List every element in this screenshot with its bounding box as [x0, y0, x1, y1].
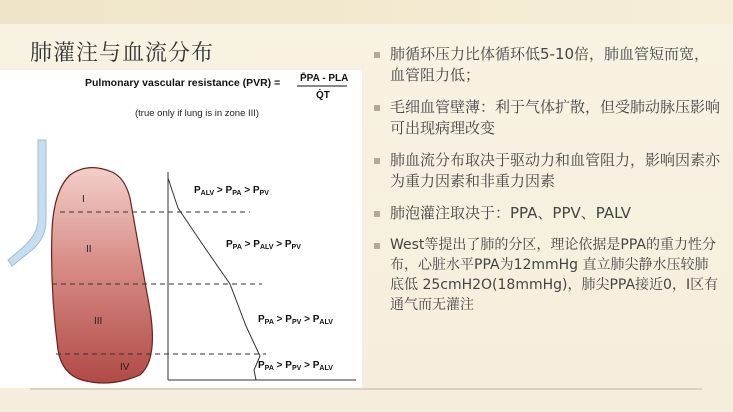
- zone-label-2: II: [86, 244, 92, 255]
- blood-flow-curve: [168, 178, 260, 380]
- bullet-item: 肺血流分布取决于驱动力和血管阻力，影响因素亦为重力因素和非重力因素: [372, 150, 722, 192]
- formula-label: Pulmonary vascular resistance (PVR) =: [85, 77, 281, 89]
- svg-text:PPA > PALV > PPV: $P_{PA} > P_{ALV} > P_{PV}$: [226, 239, 301, 251]
- bullet-marker: [374, 158, 380, 164]
- bullet-marker: [374, 52, 380, 58]
- bullet-item: 肺泡灌注取决于：PPA、PPV、PALV: [372, 203, 722, 224]
- formula-fraction: [297, 72, 348, 101]
- zone-relation-2: [226, 239, 301, 251]
- formula-denominator: Q̇T: [316, 90, 330, 101]
- bullet-item: West等提出了肺的分区，理论依据是PPA的重力性分布，心脏水平PPA为12mmHg 直立肺尖静水压较肺底低 25cmH2O(18mmHg)，肺尖PPA接近0，I区有通气而无灌注: [372, 235, 722, 315]
- bullet-marker: [374, 243, 380, 249]
- zone-label-3: III: [94, 316, 103, 327]
- bullet-item: 毛细血管壁薄：利于气体扩散，但受肺动脉压影响可出现病理改变: [372, 97, 722, 139]
- lung-zone-figure: [0, 70, 362, 388]
- svg-text:PPA > PPV > PALV: $P_{PA} > P_{PV} > P_{ALV}$: [258, 314, 333, 326]
- lung-silhouette: [52, 168, 153, 383]
- lung-zone-diagram: [0, 70, 362, 388]
- zone-relation-4: [258, 360, 333, 372]
- bullet-marker: [374, 211, 380, 217]
- svg-text:PALV > PPA > PPV: $P_{ALV} > P_{PA} > P_{PV}$: [194, 185, 269, 197]
- bottom-divider: [30, 388, 702, 390]
- zone-relation-1: [194, 185, 269, 197]
- zone-relation-3: [258, 314, 333, 326]
- trachea: [8, 140, 46, 266]
- zone-label-4: IV: [120, 362, 130, 373]
- bullet-marker: [374, 105, 380, 111]
- zone-label-1: I: [82, 194, 85, 205]
- formula-numerator: P̄PA - PLA: [300, 73, 349, 84]
- slide-title: 肺灌注与血流分布: [30, 41, 215, 66]
- formula-note: (true only if lung is in zone III): [135, 108, 260, 119]
- bullet-item: 肺循环压力比体循环低5-10倍，肺血管短而宽，血管阻力低；: [372, 44, 722, 86]
- top-band: [0, 0, 733, 24]
- bullet-list: [372, 44, 722, 326]
- svg-text:PPA > PPV > PALV: $P_{PA} > P_{PV} > P_{ALV}$: [258, 360, 333, 372]
